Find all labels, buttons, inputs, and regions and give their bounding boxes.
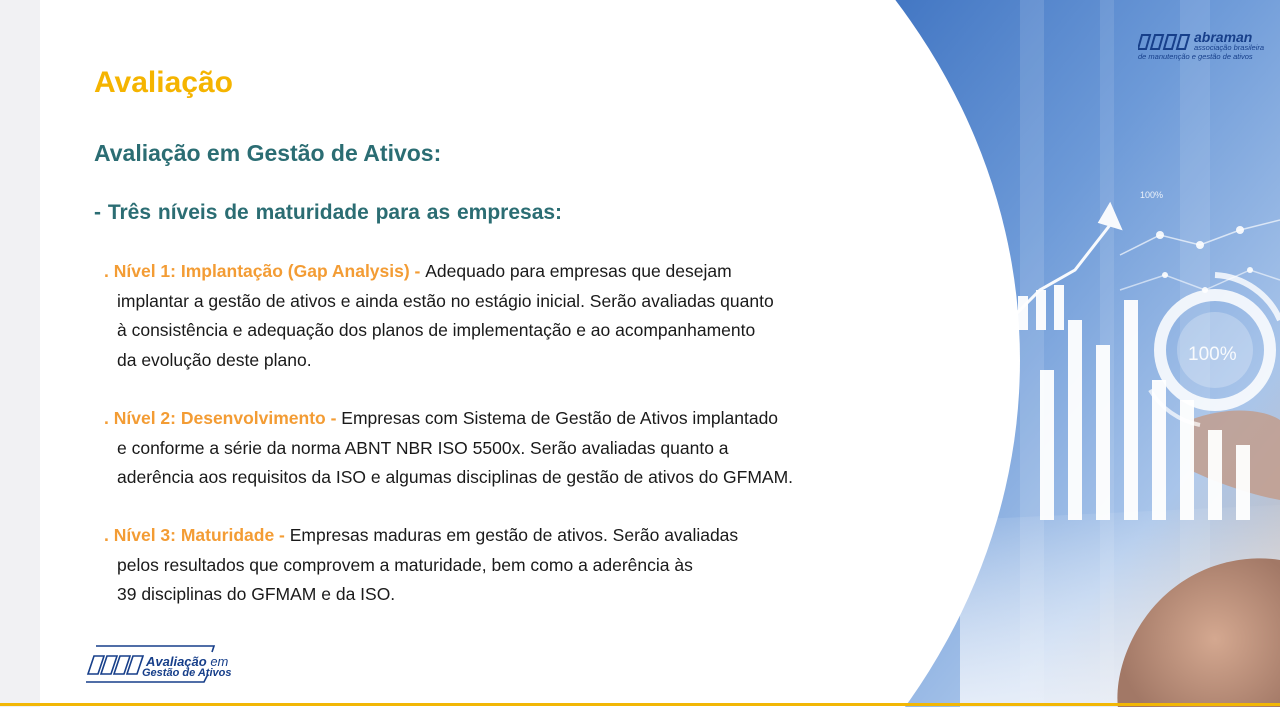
level-3-line: pelos resultados que comprovem a maturidade, bem como a aderência às (117, 554, 693, 575)
level-1-block (104, 257, 864, 375)
level-1-title: . Nível 1: Implantação (Gap Analysis) - (104, 261, 426, 281)
abraman-logo (1138, 29, 1266, 61)
avaliacao-logo-word: Avaliação (146, 654, 207, 669)
chart-small-label: 100% (1140, 190, 1164, 200)
level-3-first-line (104, 521, 864, 551)
level-1-text: Adequado para empresas que desejam (425, 261, 732, 281)
level-1-line: da evolução deste plano. (117, 349, 312, 370)
level-2-first-line (104, 404, 864, 434)
level-3-title: . Nível 3: Maturidade - (104, 525, 290, 545)
avaliacao-logo-suffix: em (206, 654, 229, 669)
level-1-first-line (104, 257, 864, 287)
bottom-margin (0, 707, 1280, 720)
level-3-text: Empresas maduras em gestão de ativos. Serão avaliadas (289, 525, 739, 545)
abraman-logo-icon (1138, 34, 1192, 50)
level-1-line: à consistência e adequação dos planos de implementação e ao acompanhamento (117, 320, 756, 340)
level-2-line: aderência aos requisitos da ISO e algumas disciplinas de gestão de ativos do GFMAM. (117, 467, 794, 487)
level-3-block (104, 521, 864, 610)
abraman-logo-tagline: associação brasileira (1194, 43, 1265, 52)
avaliacao-logo-line-2: Gestão de Ativos (142, 667, 232, 679)
abraman-logo-name: abraman (1194, 29, 1253, 45)
level-3-line: 39 disciplinas do GFMAM e da ISO. (117, 584, 396, 604)
bottom-accent-line (0, 703, 1280, 706)
level-2-block (104, 404, 864, 493)
slide-title: Avaliação (94, 66, 233, 99)
donut-label: 100% (1188, 344, 1237, 365)
level-2-title: . Nível 2: Desenvolvimento - (104, 408, 342, 428)
level-2-text: Empresas com Sistema de Gestão de Ativos implantado (341, 408, 779, 428)
abraman-logo-tagline-2: de manutenção e gestão de ativos (1138, 52, 1253, 61)
avaliacao-logo (84, 644, 244, 684)
level-1-line: implantar a gestão de ativos e ainda estão no estágio inicial. Serão avaliadas quanto (117, 290, 774, 311)
level-2-line: e conforme a série da norma ABNT NBR ISO 5500x. Serão avaliadas quanto a (117, 437, 729, 458)
slide-subtitle: Avaliação em Gestão de Ativos: (94, 140, 442, 166)
slide-subheading: - Três níveis de maturidade para as empresas: (94, 201, 563, 224)
